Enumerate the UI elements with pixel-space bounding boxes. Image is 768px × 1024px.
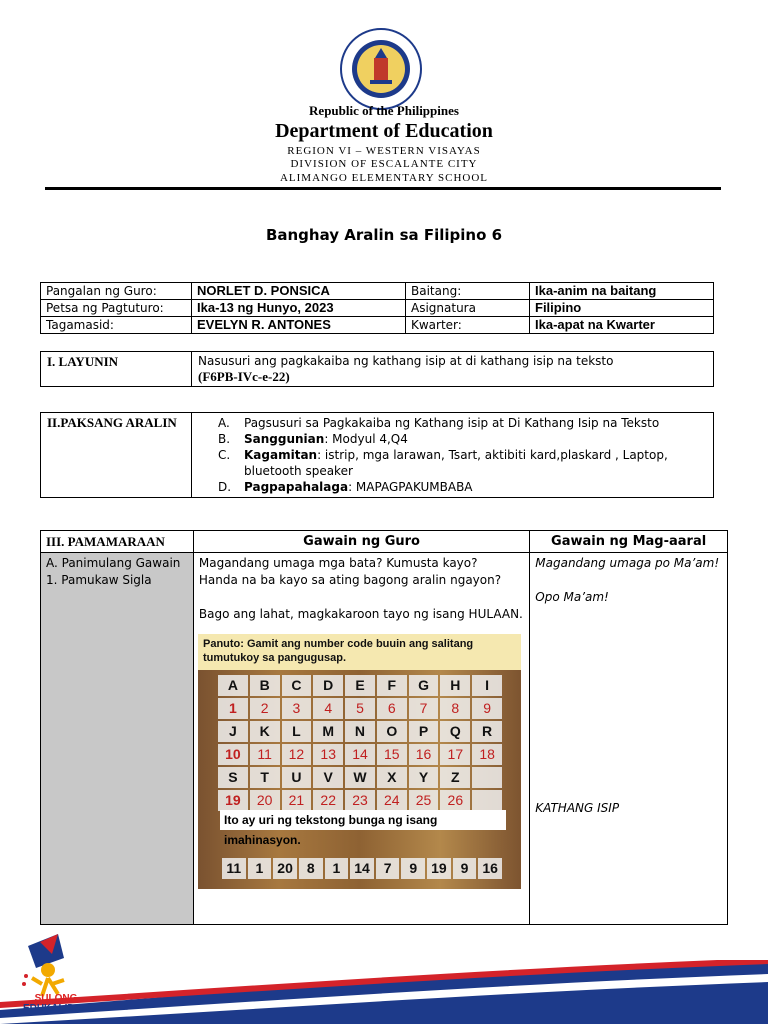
puzzle-instruction: Panuto: Gamit ang number code buuin ang salitang tumutukoy sa pangugusap. [198, 634, 521, 670]
code-number-cell: 23 [345, 790, 375, 811]
code-number-cell: 22 [313, 790, 343, 811]
layunin-code: (F6PB-IVc-e-22) [198, 369, 290, 384]
code-number-cell [472, 790, 502, 811]
col-header-guro: Gawain ng Guro [193, 531, 529, 553]
answer-code-cell: 1 [248, 858, 272, 879]
item-text: : istrip, mga larawan, Tsart, aktibiti kard,plaskard , Laptop, bluetooth speaker [244, 448, 668, 478]
code-letter-cell: P [409, 721, 439, 742]
code-number-cell: 5 [345, 698, 375, 719]
guro-greeting: Magandang umaga mga bata? Kumusta kayo? [198, 556, 478, 570]
item-text: : MAPAGPAKUMBABA [348, 480, 473, 494]
supervisor-value: EVELYN R. ANTONES [192, 317, 406, 334]
code-number-cell: 10 [218, 744, 248, 765]
document-title: Banghay Aralin sa Filipino 6 [265, 226, 503, 244]
supervisor-label: Tagamasid: [41, 317, 192, 334]
pamamaraan-label: III. PAMAMARAAN [41, 531, 194, 553]
date-label: Petsa ng Pagtuturo: [41, 300, 192, 317]
layunin-content [192, 352, 714, 387]
code-letter-cell: M [313, 721, 343, 742]
answer-code-cell: 9 [453, 858, 477, 879]
code-letter-cell: N [345, 721, 375, 742]
paksang-aralin-section [40, 412, 714, 498]
code-number-cell: 3 [282, 698, 312, 719]
col-header-magaaral: Gawain ng Mag-aaral [530, 531, 728, 553]
code-letter-cell: K [250, 721, 280, 742]
magaaral-greeting: Magandang umaga po Ma’am! [535, 556, 720, 570]
code-number-cell: 14 [345, 744, 375, 765]
code-letter-cell: R [472, 721, 502, 742]
lesson-info-table [40, 282, 714, 334]
subject-label: Asignatura [406, 300, 530, 317]
magaaral-answer: KATHANG ISIP [535, 801, 620, 815]
code-number-cell: 2 [250, 698, 280, 719]
item-letter: A. [218, 416, 230, 430]
code-number-cell: 4 [313, 698, 343, 719]
item-bold: Kagamitan [244, 448, 318, 462]
paksang-item-c [218, 447, 707, 479]
code-letter-cell: O [377, 721, 407, 742]
code-number-cell: 20 [250, 790, 280, 811]
deped-seal-logo [340, 28, 422, 110]
code-number-cell: 13 [313, 744, 343, 765]
grade-value: Ika-anim na baitang [530, 283, 714, 300]
code-letter-cell: B [250, 675, 280, 696]
answer-code-cell: 1 [325, 858, 349, 879]
paksang-label: II.PAKSANG ARALIN [41, 413, 192, 498]
puzzle-clue: Ito ay uri ng tekstong bunga ng isang imahinasyon. [220, 810, 506, 830]
answer-code-cell: 14 [350, 858, 374, 879]
code-letter-cell: G [409, 675, 439, 696]
item-letter: C. [218, 448, 231, 462]
code-number-cell: 18 [472, 744, 502, 765]
code-letter-cell: S [218, 767, 248, 788]
code-number-cell: 15 [377, 744, 407, 765]
code-number-cell: 8 [440, 698, 470, 719]
logo-line-1: SULONG [34, 993, 78, 1004]
code-number-cell: 16 [409, 744, 439, 765]
region-line: REGION VI – WESTERN VISAYAS [287, 145, 481, 157]
answer-code-cell: 19 [427, 858, 451, 879]
footer-wave-band [0, 960, 768, 1024]
code-number-cell: 25 [409, 790, 439, 811]
teacher-label: Pangalan ng Guro: [41, 283, 192, 300]
code-letter-cell: D [313, 675, 343, 696]
code-number-cell: 21 [282, 790, 312, 811]
answer-code-cell: 16 [478, 858, 502, 879]
code-letter-cell: A [218, 675, 248, 696]
answer-code-cell: 7 [376, 858, 400, 879]
step-column [41, 553, 194, 925]
code-number-cell: 26 [440, 790, 470, 811]
guro-question: Handa na ba kayo sa ating bagong aralin ngayon? [198, 573, 502, 587]
department-heading: Department of Education [275, 120, 493, 142]
logo-wordmark [22, 994, 90, 1014]
item-text: Pagsusuri sa Pagkakaiba ng Kathang isip at Di Kathang Isip na Teksto [244, 416, 660, 430]
code-number-cell: 24 [377, 790, 407, 811]
answer-code-cell: 9 [401, 858, 425, 879]
number-code-puzzle-image [198, 634, 521, 889]
code-letter-cell: W [345, 767, 375, 788]
code-letter-cell: C [282, 675, 312, 696]
layunin-section [40, 351, 714, 387]
step-a-label: A. Panimulang Gawain [46, 556, 181, 570]
header-divider [45, 187, 721, 190]
magaaral-reply: Opo Ma’am! [535, 590, 609, 604]
code-number-cell: 19 [218, 790, 248, 811]
code-number-cell: 11 [250, 744, 280, 765]
item-bold: Sanggunian [244, 432, 325, 446]
guro-intro-hulaan: Bago ang lahat, magkakaroon tayo ng isang HULAAN. [198, 607, 523, 621]
code-letter-cell: Q [440, 721, 470, 742]
paksang-item-b [218, 431, 707, 447]
code-letter-cell [472, 767, 502, 788]
code-letter-cell: H [440, 675, 470, 696]
item-letter: B. [218, 432, 231, 446]
republic-heading: Republic of the Philippines [309, 103, 459, 118]
school-line: ALIMANGO ELEMENTARY SCHOOL [279, 172, 489, 184]
code-number-cell: 17 [440, 744, 470, 765]
code-number-cell: 7 [409, 698, 439, 719]
code-letter-cell: Y [409, 767, 439, 788]
item-letter: D. [218, 480, 232, 494]
code-number-cell: 6 [377, 698, 407, 719]
paksang-item-d [218, 479, 707, 495]
code-letter-cell: I [472, 675, 502, 696]
layunin-label: I. LAYUNIN [41, 352, 192, 387]
paksang-content [192, 413, 714, 498]
grade-label: Baitang: [406, 283, 530, 300]
step-1-label: 1. Pamukaw Sigla [46, 573, 152, 587]
code-letter-cell: F [377, 675, 407, 696]
division-line: DIVISION OF ESCALANTE CITY [290, 158, 478, 170]
subject-value: Filipino [530, 300, 714, 317]
code-letter-cell: E [345, 675, 375, 696]
code-letter-cell: Z [440, 767, 470, 788]
code-letter-cell: V [313, 767, 343, 788]
code-letter-cell: T [250, 767, 280, 788]
magaaral-column [530, 553, 728, 925]
paksang-item-a [218, 415, 707, 431]
layunin-text: Nasusuri ang pagkakaiba ng kathang isip at di kathang isip na teksto [198, 354, 614, 368]
answer-code-strip [222, 858, 502, 879]
code-number-cell: 12 [282, 744, 312, 765]
teacher-value: NORLET D. PONSICA [192, 283, 406, 300]
answer-code-cell: 8 [299, 858, 323, 879]
answer-code-cell: 20 [273, 858, 297, 879]
letter-number-code-grid [218, 675, 502, 811]
code-letter-cell: J [218, 721, 248, 742]
code-number-cell: 1 [218, 698, 248, 719]
code-letter-cell: X [377, 767, 407, 788]
item-text: : Modyul 4,Q4 [324, 432, 408, 446]
paksang-list [198, 415, 707, 495]
code-number-cell: 9 [472, 698, 502, 719]
logo-line-2: EDUKALIDAD [22, 1003, 90, 1014]
answer-code-cell: 11 [222, 858, 246, 879]
code-letter-cell: L [282, 721, 312, 742]
quarter-label: Kwarter: [406, 317, 530, 334]
quarter-value: Ika-apat na Kwarter [530, 317, 714, 334]
item-bold: Pagpapahalaga [244, 480, 349, 494]
date-value: Ika-13 ng Hunyo, 2023 [192, 300, 406, 317]
code-letter-cell: U [282, 767, 312, 788]
